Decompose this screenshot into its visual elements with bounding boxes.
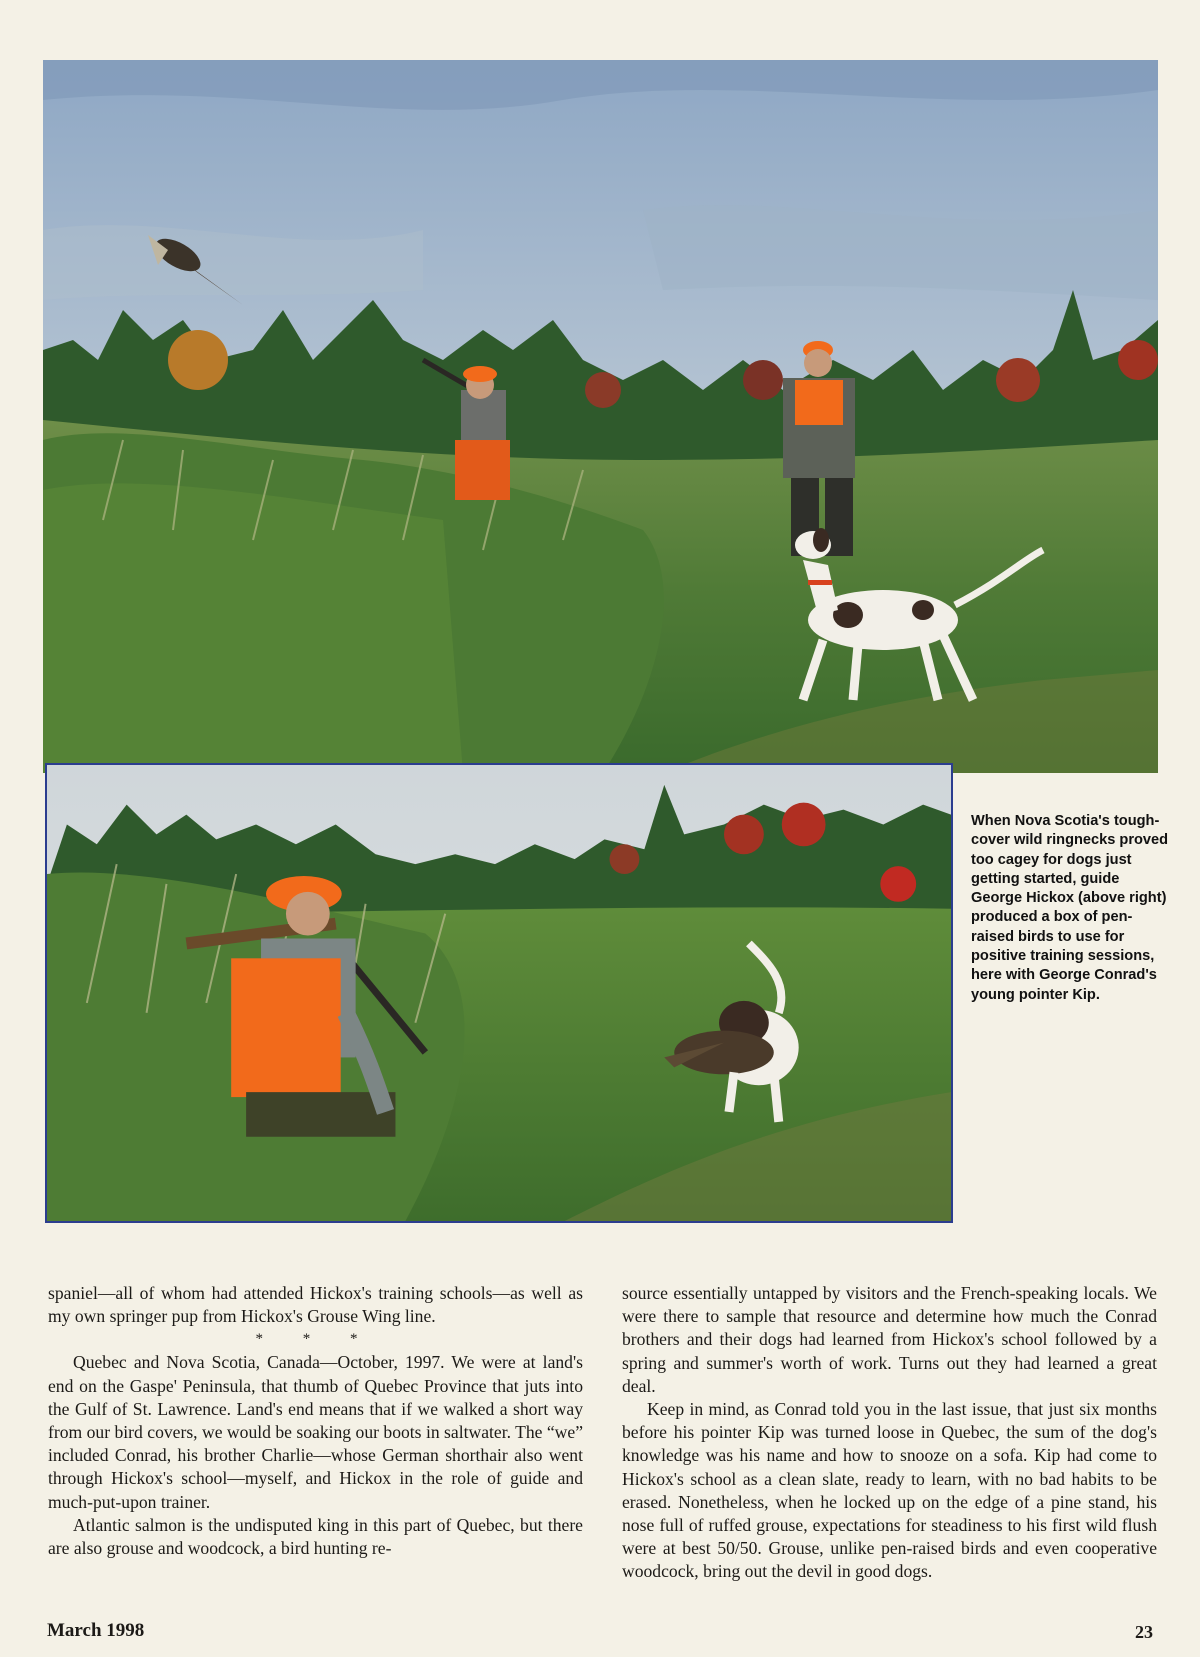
paragraph: Keep in mind, as Conrad told you in the last issue, that just six months before his pointer Kip was turned loose in Quebec, the sum of the dog's knowledge was his name and how to snooze on a sofa. Kip had come to Hickox's school as a clean slate, ready to learn, with no bad habits to be erased. Nonetheless, when he locked up on the edge of a pine stand, his nose full of ruffed grouse, expectations for steadiness to his first wild flush were at best 50/50. Grouse, unlike pen-raised birds and even cooperative woodcock, bring out the devil in good dogs. bbox=[622, 1399, 1157, 1582]
bottom-photo bbox=[45, 763, 953, 1223]
issue-date: March 1998 bbox=[47, 1620, 145, 1641]
paragraph: spaniel—all of whom had attended Hickox's training schools—as well as my own springer pup from Hickox's Grouse Wing line. bbox=[48, 1283, 583, 1327]
top-photo bbox=[43, 60, 1158, 773]
article-column-left bbox=[48, 1282, 583, 1560]
page-number: 23 bbox=[1135, 1622, 1153, 1642]
section-separator: * * * bbox=[255, 1331, 376, 1348]
paragraph: source essentially untapped by visitors and the French-speaking locals. We were there to sample that resource and determine how much the Conrad brothers and their dogs had learned from Hickox's school followed by a spring and summer's worth of work. Turns out they had learned a great deal. bbox=[622, 1283, 1157, 1396]
hunting-scene-top bbox=[43, 60, 1158, 773]
photo-caption: When Nova Scotia's tough-cover wild ringnecks proved too cagey for dogs just getting started, guide George Hickox (above right) produced a box of pen-raised birds to use for positive training sessions, here with George Conrad's young pointer Kip. bbox=[971, 813, 1169, 1003]
article-column-right bbox=[622, 1282, 1157, 1584]
paragraph: Quebec and Nova Scotia, Canada—October, 1997. We were at land's end on the Gaspe' Peninsula, that thumb of Quebec Province that juts into the Gulf of St. Lawrence. Land's end means that if we walked a short way from our bird covers, we would be soaking our boots in saltwater. The “we” included Conrad, his brother Charlie—whose German shorthair also went through Hickox's school—myself, and Hickox in the role of guide and much-put-upon trainer. bbox=[48, 1352, 583, 1512]
paragraph: Atlantic salmon is the undisputed king in this part of Quebec, but there are also grouse and woodcock, a bird hunting re- bbox=[48, 1514, 583, 1559]
hunting-scene-bottom bbox=[47, 765, 951, 1221]
